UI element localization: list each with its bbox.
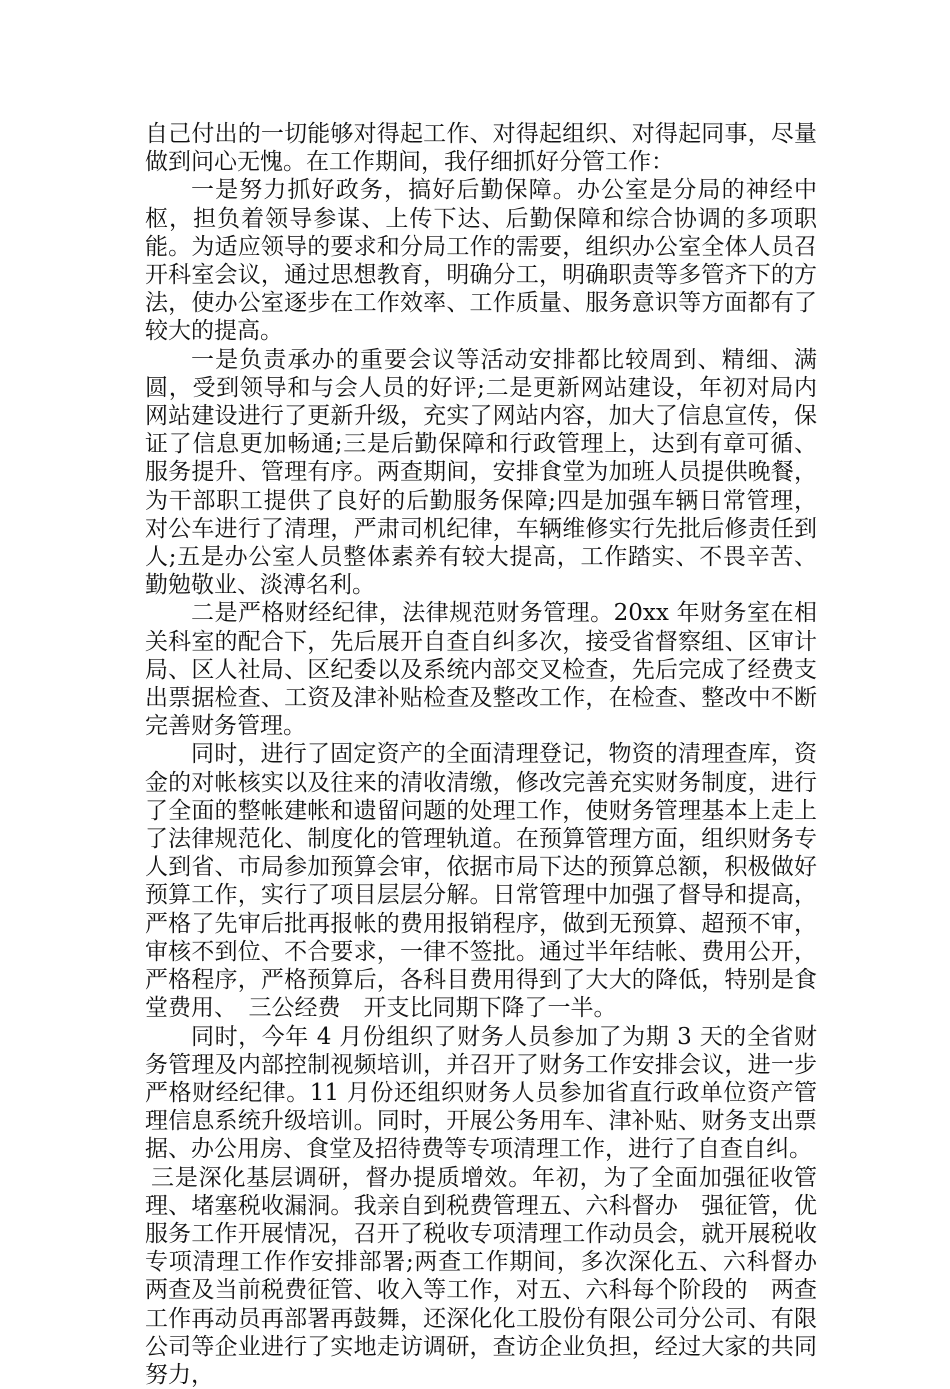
paragraph-intro: 自己付出的一切能够对得起工作、对得起组织、对得起同事，尽量做到问心无愧。在工作期间，我仔细抓好分管工作：: [145, 121, 817, 176]
paragraph-field-research: 三是深化基层调研，督办提质增效。年初，为了全面加强征收管理、堵塞税收漏洞。我亲自到税费管理五、六科督办 强征管，优服务工作开展情况，召开了税收专项清理工作动员会，就开展税收专项清理工作作安排部署;两查工作期间，多次深化五、六科督办 两查及当前税费征管、收入等工作，对五、六科每个阶段的 两查 工作再动员再部署再鼓舞，还深化化工股份有限公司分公司、有限公司等企业进行了实地走访调研，查访企业负担，经过大家的共同努力，: [145, 1164, 840, 1388]
paragraph-office-achievements: 一是负责承办的重要会议等活动安排都比较周到、精细、满圆，受到领导和与会人员的好评;二是更新网站建设，年初对局内网站建设进行了更新升级，充实了网站内容，加大了信息宣传，保证了信息更加畅通;三是后勤保障和行政管理上，达到有章可循、服务提升、管理有序。两查期间，安排食堂为加班人员提供晚餐，为干部职工提供了良好的后勤服务保障;四是加强车辆日常管理，对公车进行了清理，严肃司机纪律，车辆维修实行先批后修责任到人;五是办公室人员整体素养有较大提高，工作踏实、不畏辛苦、勤勉敬业、淡溥名利。: [145, 346, 817, 599]
paragraph-government-affairs: 一是努力抓好政务，搞好后勤保障。办公室是分局的神经中枢，担负着领导参谋、上传下达、后勤保障和综合协调的多项职能。为适应领导的要求和分局工作的需要，组织办公室全体人员召开科室会议，通过思想教育，明确分工，明确职责等多管齐下的方法，使办公室逐步在工作效率、工作质量、服务意识等方面都有了较大的提高。: [145, 177, 817, 345]
paragraph-financial-discipline: 二是严格财经纪律，法律规范财务管理。20xx 年财务室在相关科室的配合下，先后展开自查自纠多次，接受省督察组、区审计局、区人社局、区纪委以及系统内部交叉检查，先后完成了经费支出票据检查、工资及津补贴检查及整改工作，在检查、整改中不断完善财务管理。: [145, 600, 817, 740]
paragraph-training: 同时，今年 4 月份组织了财务人员参加了为期 3 天的全省财务管理及内部控制视频培训，并召开了财务工作安排会议，进一步严格财经纪律。11 月份还组织财务人员参加省直行政单位资产管理信息系统升级培训。同时，开展公务用车、津补贴、财务支出票据、办公用房、食堂及招待费等专项清理工作，进行了自查自纠。: [145, 1023, 817, 1163]
document-body: [145, 120, 840, 1389]
paragraph-asset-cleanup: 同时，进行了固定资产的全面清理登记，物资的清理查库，资金的对帐核实以及往来的清收清缴，修改完善充实财务制度，进行了全面的整帐建帐和遗留问题的处理工作，使财务管理基本上走上了法律规范化、制度化的管理轨道。在预算管理方面，组织财务专人到省、市局参加预算会审，依据市局下达的预算总额，积极做好预算工作，实行了项目层层分解。日常管理中加强了督导和提高，严格了先审后批再报帐的费用报销程序，做到无预算、超预不审，审核不到位、不合要求，一律不签批。通过半年结帐、费用公开，严格程序，严格预算后，各科目费用得到了大大的降低，特别是食堂费用、 三公经费 开支比同期下降了一半。: [145, 741, 817, 1022]
